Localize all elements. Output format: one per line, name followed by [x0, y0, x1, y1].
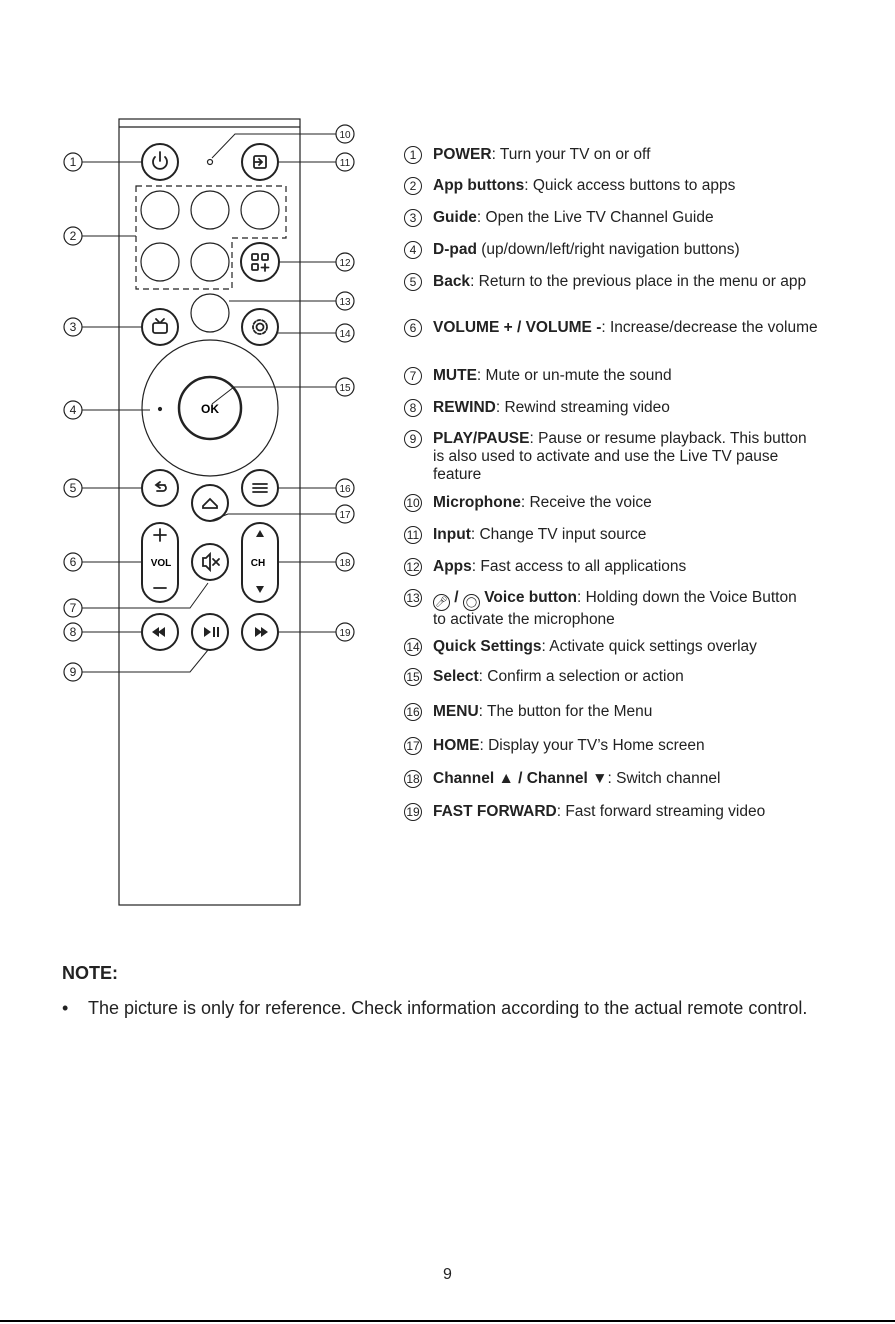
callout-2: 2: [69, 229, 77, 243]
callout-16: 16: [339, 484, 351, 495]
callout-5: 5: [69, 481, 77, 495]
note-text: The picture is only for reference. Check information according to the actual remote control.: [88, 998, 808, 1018]
guide-button: [142, 309, 178, 345]
app-button-5: [191, 243, 229, 281]
vol-label: VOL: [150, 558, 172, 569]
callout-3: 3: [69, 320, 77, 334]
ch-label: CH: [250, 558, 266, 569]
callout-19: 19: [339, 628, 351, 639]
voice-assistant-icon: ◯: [463, 594, 480, 611]
apps-button: [241, 243, 279, 281]
callout-15: 15: [339, 383, 351, 394]
callout-4: 4: [69, 403, 77, 417]
note-bullet: •: [62, 998, 69, 1018]
callout-7: 7: [69, 601, 77, 615]
callout-6: 6: [69, 555, 77, 569]
callout-8: 8: [69, 625, 77, 639]
callout-11: 11: [339, 158, 351, 169]
app-button-4: [141, 243, 179, 281]
note-title: NOTE:: [62, 963, 118, 983]
callout-12: 12: [339, 258, 351, 269]
page-number: 9: [443, 1266, 452, 1283]
app-button-2: [191, 191, 229, 229]
footer-rule: [0, 1320, 895, 1322]
app-buttons-frame: [136, 186, 286, 289]
callout-18: 18: [339, 558, 351, 569]
voice-button: [191, 294, 229, 332]
quick-settings-button: [242, 309, 278, 345]
callout-1: 1: [69, 155, 77, 169]
remote-body: [119, 119, 300, 905]
app-button-3: [241, 191, 279, 229]
power-button: [142, 144, 178, 180]
remote-control-diagram: [0, 0, 400, 930]
callout-9: 9: [69, 665, 77, 679]
microphone-icon: 🎤︎: [433, 594, 450, 611]
callout-13: 13: [339, 297, 351, 308]
ok-label: OK: [201, 402, 219, 416]
callout-17: 17: [339, 510, 351, 521]
microphone-hole: [208, 160, 213, 165]
callout-14: 14: [339, 329, 351, 340]
app-button-1: [141, 191, 179, 229]
callout-10: 10: [339, 130, 351, 141]
